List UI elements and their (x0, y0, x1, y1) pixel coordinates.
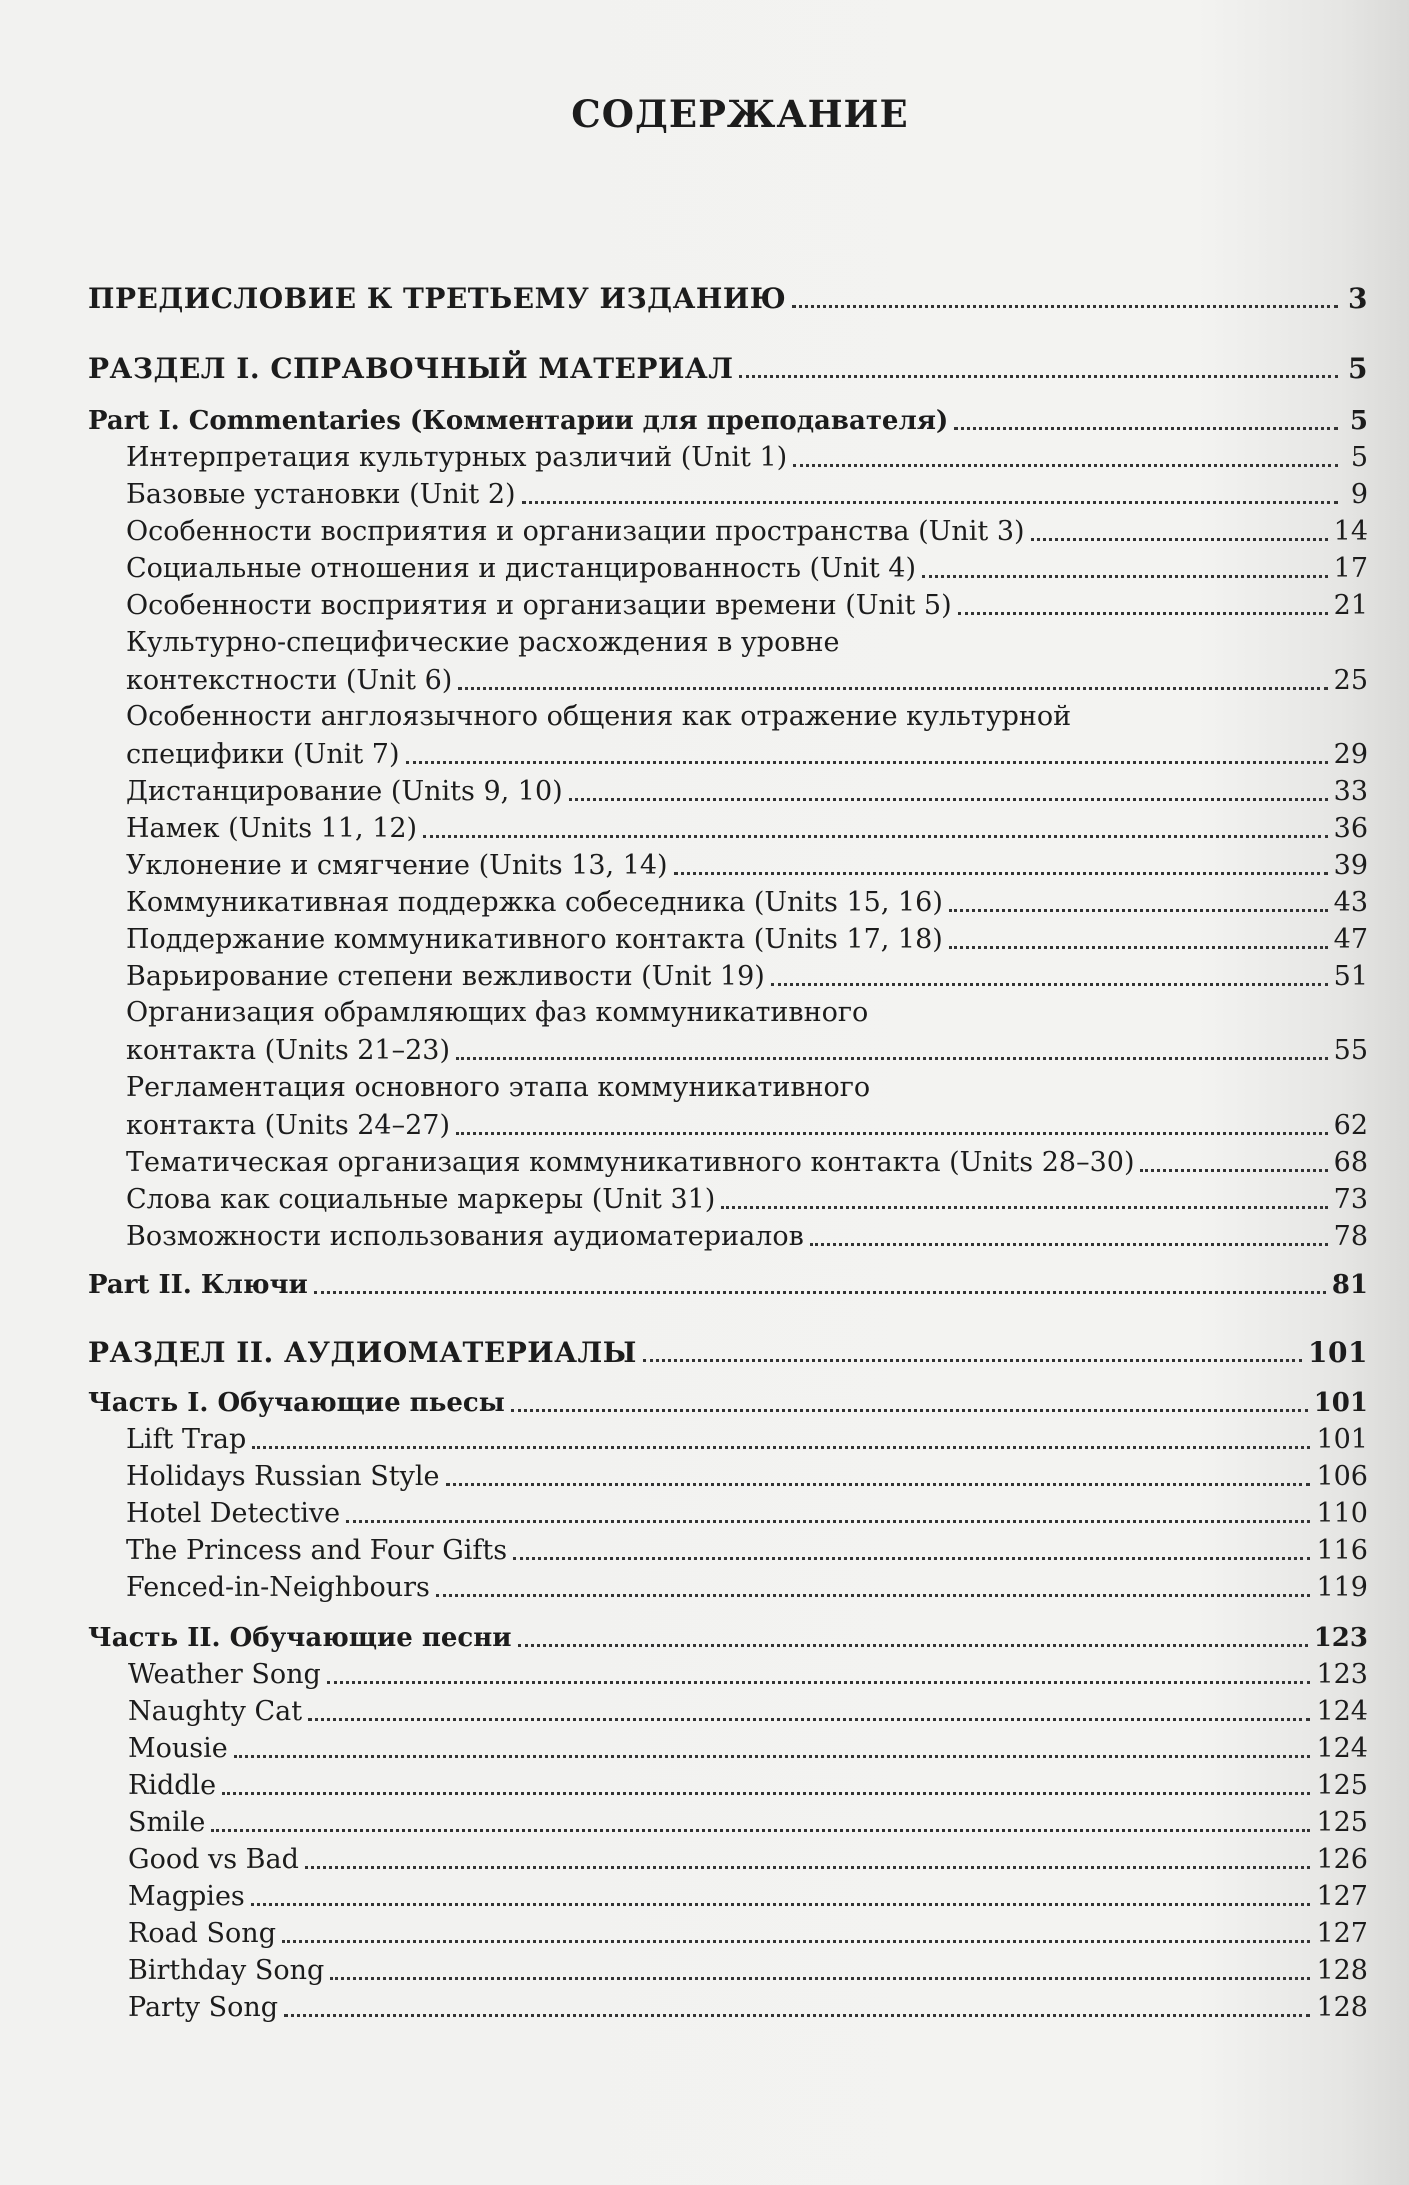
dot-leader (643, 1359, 1302, 1362)
dot-leader (308, 1718, 1310, 1721)
toc-entry (126, 1530, 1368, 1568)
toc-entry-label: Birthday Song (128, 1955, 325, 1986)
toc-page-number: 47 (1333, 924, 1368, 955)
toc-page-number: 126 (1316, 1844, 1368, 1875)
toc-entry-label: Riddle (128, 1770, 217, 1801)
dot-leader (436, 1594, 1311, 1597)
toc-entry-label: Варьирование степени вежливости (Unit 19) (126, 961, 765, 992)
toc-entry-label: Road Song (128, 1918, 276, 1949)
toc-entry-label: Party Song (128, 1992, 279, 2023)
dot-leader (1140, 1169, 1327, 1172)
toc-entry (126, 1030, 1368, 1068)
toc-page-number: 81 (1331, 1270, 1368, 1300)
toc-page-number: 123 (1313, 1623, 1368, 1653)
toc-entry-label: Holidays Russian Style (126, 1461, 440, 1492)
toc-entry-label: Базовые установки (Unit 2) (126, 479, 516, 510)
toc-page-number: 55 (1333, 1035, 1368, 1066)
toc-entry-label: Fenced-in-Neighbours (126, 1572, 430, 1603)
toc-entry-chapter-1 (88, 1382, 1368, 1420)
toc-page-number: 5 (1350, 442, 1368, 473)
toc-entry-label: РАЗДЕЛ I. СПРАВОЧНЫЙ МАТЕРИАЛ (88, 352, 734, 385)
toc-entry-label: контакта (Units 24–27) (126, 1110, 450, 1141)
toc-entry-label: Naughty Cat (128, 1696, 303, 1727)
toc-entry (126, 1179, 1368, 1217)
toc-entry-label: Дистанцирование (Units 9, 10) (126, 776, 563, 807)
dot-leader (456, 1057, 1328, 1060)
toc-entry (126, 1456, 1368, 1494)
toc-entry-part-1 (88, 400, 1368, 438)
toc-entry (126, 474, 1368, 512)
toc-entry-label: РАЗДЕЛ II. АУДИОМАТЕРИАЛЫ (88, 1336, 637, 1369)
toc-page-number: 36 (1333, 813, 1368, 844)
toc-page-number: 78 (1333, 1221, 1368, 1252)
toc-entry (126, 660, 1368, 698)
dot-leader (949, 946, 1328, 949)
toc-entry (128, 1987, 1368, 2025)
toc-entry-label: Smile (128, 1807, 206, 1838)
dot-leader (282, 1940, 1310, 1943)
toc-page-number: 125 (1316, 1770, 1368, 1801)
toc-entry-label: Part II. Ключи (88, 1270, 308, 1300)
dot-leader (518, 1644, 1308, 1647)
toc-entry-label: The Princess and Four Gifts (126, 1535, 508, 1566)
toc-entry (126, 882, 1368, 920)
dot-leader (739, 375, 1338, 378)
toc-page-number: 128 (1316, 1992, 1368, 2023)
toc-entry (126, 1567, 1368, 1605)
toc-page-number: 73 (1333, 1184, 1368, 1215)
toc-entry-label: Социальные отношения и дистанцированность (Unit 4) (126, 553, 916, 584)
dot-leader (251, 1903, 1311, 1906)
toc-entry (126, 734, 1368, 772)
dot-leader (346, 1520, 1310, 1523)
toc-entry-label: Коммуникативная поддержка собеседника (Units 15, 16) (126, 887, 943, 918)
toc-page-number: 128 (1316, 1955, 1368, 1986)
toc-entry-label: Part I. Commentaries (Комментарии для преподавателя) (88, 406, 949, 436)
toc-page-number: 21 (1333, 590, 1368, 621)
dot-leader (674, 872, 1328, 875)
dot-leader (222, 1792, 1310, 1795)
dot-leader (958, 612, 1328, 615)
toc-entry-label: Поддержание коммуникативного контакта (Units 17, 18) (126, 924, 943, 955)
toc-page-number: 5 (1348, 352, 1368, 385)
toc-page-number: 51 (1333, 961, 1368, 992)
dot-leader (211, 1829, 1310, 1832)
toc-page-number: 29 (1333, 739, 1368, 770)
toc-entry-label: Намек (Units 11, 12) (126, 813, 418, 844)
toc-entry-label: Интерпретация культурных различий (Unit 1) (126, 442, 788, 473)
toc-entry (126, 1105, 1368, 1143)
dot-leader (284, 2014, 1310, 2017)
toc-page-number: 101 (1308, 1336, 1368, 1369)
toc-entry (126, 956, 1368, 994)
toc-entry-label: Тематическая организация коммуникативного контакта (Units 28–30) (126, 1147, 1135, 1178)
toc-entry-label: Уклонение и смягчение (Units 13, 14) (126, 850, 668, 881)
toc-entry-label: контакта (Units 21–23) (126, 1035, 450, 1066)
dot-leader (513, 1557, 1310, 1560)
toc-entry (126, 1493, 1368, 1531)
dot-leader (252, 1446, 1310, 1449)
toc-entry-label: Hotel Detective (126, 1498, 341, 1529)
toc-entry (128, 1950, 1368, 1988)
toc-entry-line1: Организация обрамляющих фаз коммуникативного (126, 997, 869, 1028)
dot-leader (234, 1755, 1311, 1758)
toc-page-number: 123 (1316, 1659, 1368, 1690)
toc-page-number: 127 (1316, 1881, 1368, 1912)
toc-page-number: 3 (1348, 282, 1368, 315)
toc-entry (126, 1142, 1368, 1180)
toc-entry-label: Особенности восприятия и организации времени (Unit 5) (126, 590, 952, 621)
dot-leader (446, 1483, 1311, 1486)
dot-leader (305, 1866, 1311, 1869)
dot-leader (792, 305, 1338, 308)
toc-entry (128, 1913, 1368, 1951)
toc-entry (126, 919, 1368, 957)
toc-entry (128, 1691, 1368, 1729)
toc-page-number: 68 (1333, 1147, 1368, 1178)
toc-page-number: 9 (1350, 479, 1368, 510)
toc-entry-chapter-2 (88, 1617, 1368, 1655)
toc-page-number: 116 (1316, 1535, 1368, 1566)
toc-entry (128, 1876, 1368, 1914)
toc-entry-label: Возможности использования аудиоматериалов (126, 1221, 804, 1252)
toc-page-number: 110 (1316, 1498, 1368, 1529)
toc-page-number: 25 (1333, 665, 1368, 696)
dot-leader (922, 575, 1328, 578)
toc-page-number: 124 (1316, 1696, 1368, 1727)
toc-entry-label: Lift Trap (126, 1424, 247, 1455)
toc-entry (128, 1654, 1368, 1692)
toc-entry (126, 548, 1368, 586)
toc-page-number: 17 (1333, 553, 1368, 584)
toc-entry (128, 1728, 1368, 1766)
toc-page-number: 124 (1316, 1733, 1368, 1764)
toc-entry (126, 1419, 1368, 1457)
toc-page-number: 106 (1316, 1461, 1368, 1492)
toc-entry-label: Часть I. Обучающие пьесы (88, 1388, 505, 1418)
toc-page-number: 5 (1349, 406, 1368, 436)
dot-leader (522, 501, 1338, 504)
toc-entry-label: Good vs Bad (128, 1844, 299, 1875)
toc-entry-preface (88, 278, 1368, 316)
toc-page-number: 62 (1333, 1110, 1368, 1141)
toc-entry-part-2 (88, 1264, 1368, 1302)
toc-entry-label: Weather Song (128, 1659, 321, 1690)
dot-leader (330, 1977, 1310, 1980)
dot-leader (456, 1132, 1328, 1135)
toc-page-number: 39 (1333, 850, 1368, 881)
toc-entry-section-1 (88, 348, 1368, 386)
toc-entry (126, 511, 1368, 549)
toc-page-number: 33 (1333, 776, 1368, 807)
toc-entry-line1: Культурно-специфические расхождения в уровне (126, 627, 840, 658)
toc-page-number: 43 (1333, 887, 1368, 918)
dot-leader (793, 464, 1338, 467)
dot-leader (423, 835, 1328, 838)
toc-entry-label: Слова как социальные маркеры (Unit 31) (126, 1184, 716, 1215)
dot-leader (949, 909, 1328, 912)
toc-entry-label: специфики (Unit 7) (126, 739, 400, 770)
toc-entry (126, 437, 1368, 475)
dot-leader (771, 983, 1328, 986)
toc-page-number: 127 (1316, 1918, 1368, 1949)
toc-entry (128, 1765, 1368, 1803)
dot-leader (314, 1291, 1326, 1294)
toc-page-number: 14 (1333, 516, 1368, 547)
toc-entry (128, 1802, 1368, 1840)
toc-page-number: 125 (1316, 1807, 1368, 1838)
dot-leader (511, 1409, 1308, 1412)
toc-entry-line1: Особенности англоязычного общения как отражение культурной (126, 701, 1072, 732)
toc-page-number: 119 (1316, 1572, 1368, 1603)
toc-entry (126, 808, 1368, 846)
toc-page-number: 101 (1316, 1424, 1368, 1455)
dot-leader (458, 687, 1327, 690)
toc-entry-label: контекстности (Unit 6) (126, 665, 453, 696)
dot-leader (810, 1243, 1328, 1246)
toc-entry-label: Особенности восприятия и организации пространства (Unit 3) (126, 516, 1025, 547)
toc-entry (126, 1216, 1368, 1254)
toc-entry-label: ПРЕДИСЛОВИЕ К ТРЕТЬЕМУ ИЗДАНИЮ (88, 282, 787, 315)
toc-entry-line1: Регламентация основного этапа коммуникативного (126, 1072, 871, 1103)
toc-entry (126, 771, 1368, 809)
toc-entry (126, 845, 1368, 883)
page-title: СОДЕРЖАНИЕ (571, 92, 909, 136)
toc-entry-label: Mousie (128, 1733, 228, 1764)
dot-leader (569, 798, 1328, 801)
dot-leader (1031, 538, 1328, 541)
toc-entry-label: Magpies (128, 1881, 245, 1912)
dot-leader (954, 427, 1338, 430)
toc-entry-section-2 (88, 1332, 1368, 1370)
toc-entry (126, 585, 1368, 623)
dot-leader (406, 761, 1328, 764)
dot-leader (327, 1681, 1311, 1684)
dot-leader (721, 1206, 1327, 1209)
toc-page-number: 101 (1313, 1388, 1368, 1418)
toc-entry-label: Часть II. Обучающие песни (88, 1623, 512, 1653)
toc-entry (128, 1839, 1368, 1877)
